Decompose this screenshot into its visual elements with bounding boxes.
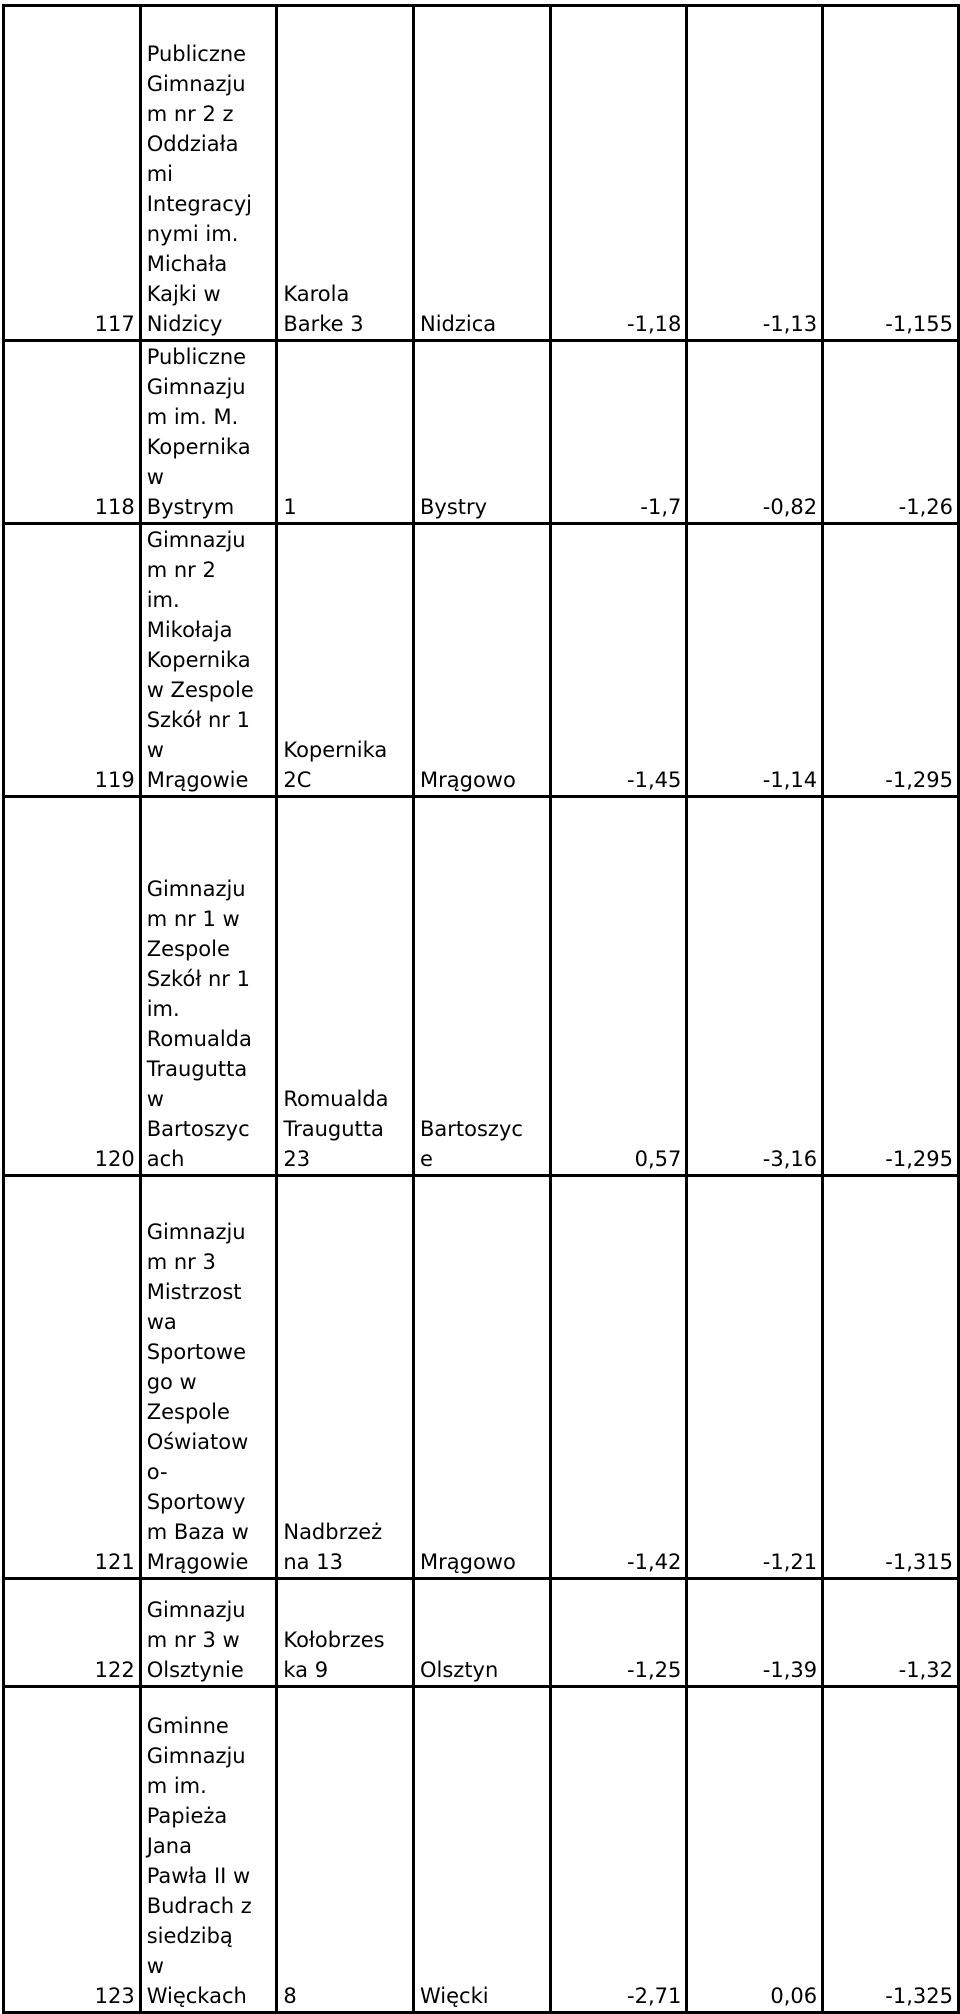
value-1: -1,25 <box>550 1579 687 1687</box>
table-row <box>4 797 959 1176</box>
school-city: Mrągowo <box>414 524 551 797</box>
value-2: -1,13 <box>687 6 823 341</box>
value-2: -0,82 <box>687 341 823 524</box>
value-1: 0,57 <box>550 797 687 1176</box>
value-3: -1,32 <box>823 1579 959 1687</box>
value-2: -1,14 <box>687 524 823 797</box>
school-name: Publiczne Gimnazju m nr 2 z Oddziała mi Integracyj nymi im. Michała Kajki w Nidzicy <box>140 6 277 341</box>
value-2: -3,16 <box>687 797 823 1176</box>
schools-table <box>2 4 960 2014</box>
value-1: -1,45 <box>550 524 687 797</box>
table-row <box>4 341 959 524</box>
value-1: -1,18 <box>550 6 687 341</box>
value-3: -1,295 <box>823 524 959 797</box>
school-address: Kopernika 2C <box>277 524 414 797</box>
row-number: 121 <box>4 1176 141 1579</box>
row-number: 123 <box>4 1687 141 2013</box>
school-address: Kołobrzes ka 9 <box>277 1579 414 1687</box>
school-name: Gimnazju m nr 3 Mistrzost wa Sportowe go w Zespole Oświatow o- Sportowy m Baza w Mrągowie <box>140 1176 277 1579</box>
school-city: Olsztyn <box>414 1579 551 1687</box>
row-number: 120 <box>4 797 141 1176</box>
table-row <box>4 6 959 341</box>
value-3: -1,325 <box>823 1687 959 2013</box>
school-city: Bystry <box>414 341 551 524</box>
table-row <box>4 1176 959 1579</box>
school-city: Nidzica <box>414 6 551 341</box>
school-name: Gimnazju m nr 2 im. Mikołaja Kopernika w Zespole Szkół nr 1 w Mrągowie <box>140 524 277 797</box>
school-city: Bartoszyc e <box>414 797 551 1176</box>
value-2: -1,39 <box>687 1579 823 1687</box>
value-2: 0,06 <box>687 1687 823 2013</box>
value-3: -1,155 <box>823 6 959 341</box>
school-city: Mrągowo <box>414 1176 551 1579</box>
school-name: Publiczne Gimnazju m im. M. Kopernika w Bystrym <box>140 341 277 524</box>
value-1: -2,71 <box>550 1687 687 2013</box>
row-number: 117 <box>4 6 141 341</box>
school-address: Karola Barke 3 <box>277 6 414 341</box>
value-1: -1,42 <box>550 1176 687 1579</box>
school-address: 1 <box>277 341 414 524</box>
school-name: Gimnazju m nr 3 w Olsztynie <box>140 1579 277 1687</box>
school-name: Gimnazju m nr 1 w Zespole Szkół nr 1 im. Romualda Traugutta w Bartoszyc ach <box>140 797 277 1176</box>
value-3: -1,295 <box>823 797 959 1176</box>
table-row <box>4 1579 959 1687</box>
value-1: -1,7 <box>550 341 687 524</box>
school-address: 8 <box>277 1687 414 2013</box>
row-number: 119 <box>4 524 141 797</box>
value-3: -1,26 <box>823 341 959 524</box>
school-address: Nadbrzeż na 13 <box>277 1176 414 1579</box>
table-row <box>4 524 959 797</box>
school-address: Romualda Traugutta 23 <box>277 797 414 1176</box>
school-name: Gminne Gimnazju m im. Papieża Jana Pawła II w Budrach z siedzibą w Więckach <box>140 1687 277 2013</box>
table-row <box>4 1687 959 2013</box>
school-city: Więcki <box>414 1687 551 2013</box>
row-number: 122 <box>4 1579 141 1687</box>
value-3: -1,315 <box>823 1176 959 1579</box>
row-number: 118 <box>4 341 141 524</box>
value-2: -1,21 <box>687 1176 823 1579</box>
